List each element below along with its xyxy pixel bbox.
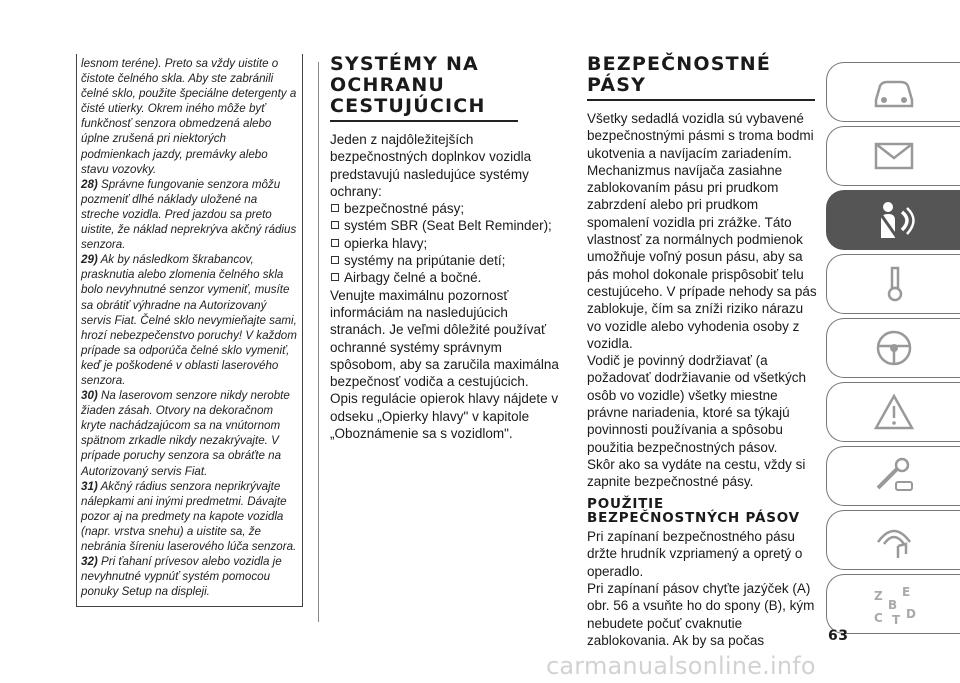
media-icon xyxy=(868,518,920,562)
section-body xyxy=(587,110,819,649)
chapter-tabs xyxy=(826,62,960,638)
body-paragraph: Mechanizmus navíjača zasiahne zablokovaním pásu pri prudkom zabrzdení alebo pri prudkom spomalení vozidla pri zrážke. Táto vlastnosť za normálnych podmienok umožňuje voľný posun pásu, aby sa pás mohol dokonale prispôsobiť telu cestujúceho. V prípade nehody sa pás zablokuje, čím sa zníži riziko nárazu vo vozidle alebo vyhodenia osoby z vozidla. xyxy=(587,162,817,351)
note-number: 32) xyxy=(81,555,98,569)
tab-multimedia[interactable] xyxy=(826,510,960,570)
note-30 xyxy=(81,388,298,479)
index-letter: C xyxy=(873,611,883,625)
section-body xyxy=(330,131,566,442)
warning-message-icon xyxy=(868,134,920,178)
list-item: systémy na pripútanie detí; xyxy=(330,252,566,269)
body-paragraph: Všetky sedadlá vozidla sú vybavené bezpečnostnými pásmi s troma bodmi ukotvenia a navíjacím zariadením. xyxy=(587,111,814,161)
note-text: Akčný rádius senzora neprikrývajte nálepkami ani inými predmetmi. Dávajte pozor aj na predmety na kapote vozidla (napr. vrstva snehu) a uistite sa, že nebránia šíreniu laserového lúča senzora. xyxy=(81,479,297,553)
tab-driving[interactable] xyxy=(826,318,960,378)
list-item: opierka hlavy; xyxy=(330,235,566,252)
middle-column xyxy=(330,54,566,442)
note-number: 31) xyxy=(81,479,98,493)
section-heading-seat-belts: BEZPEČNOSTNÉ PÁSY xyxy=(587,54,815,101)
note-number: 30) xyxy=(81,389,98,403)
watermark: carmanualsonline.info xyxy=(546,652,816,680)
notes-box xyxy=(76,54,303,607)
body-paragraph: Vodič je povinný dodržiavať (a požadovať dodržiavanie od všetkých osôb vo vozidle) všetky miestne právne nariadenia, ktoré sa týkajú povinnosti používania a spôsobu použitia bezpečnostných pásov. xyxy=(587,353,806,455)
tab-warnings[interactable] xyxy=(826,126,960,186)
tab-emergency[interactable] xyxy=(826,382,960,442)
index-letter: Z xyxy=(873,589,883,603)
note-continuation: lesnom teréne). Preto sa vždy uistite o čistote čelného skla. Aby ste zabránili čelné sklo, použite špeciálne detergenty a čisté utierky. Okrem iného môže byť funkčnosť senzora obmedzená alebo úplne zrušená pri niektorých podmienkach jazdy, premávky alebo stavu vozovky. xyxy=(81,57,297,176)
note-29 xyxy=(81,252,298,388)
body-paragraph: Pri zapínaní pásov chyťte jazýček (A) obr. 56 a vsuňte ho do spony (B), kým nebudete počuť cvaknutie zablokovania. Ak by sa počas xyxy=(587,581,815,648)
note-number: 28) xyxy=(81,177,98,191)
section-heading-occupant-protection: SYSTÉMY NA OCHRANU CESTUJÚCICH xyxy=(330,54,518,122)
page-number: 63 xyxy=(828,628,849,644)
body-paragraph: Venujte maximálnu pozornosť informáciám na nasledujúcich stranách. Je veľmi dôležité používať ochranné systémy správnym spôsobom, aby sa zaručila maximálna bezpečnosť vodiča a cestujúcich. xyxy=(330,287,559,390)
protection-systems-list xyxy=(330,200,566,286)
body-paragraph: Skôr ako sa vydáte na cestu, vždy si zapnite bezpečnostné pásy. xyxy=(587,456,806,490)
list-item: bezpečnostné pásy; xyxy=(330,200,566,217)
right-column xyxy=(587,54,819,649)
tab-index[interactable] xyxy=(826,574,960,634)
note-text: Ak by následkom škrabancov, prasknutia alebo zlomenia čelného skla bolo nevyhnutné senzor vymeniť, musíte sa obrátiť výhradne na Autorizovaný servis Fiat. Čelné sklo nevymieňajte sami, hrozí nebezpečenstvo poruchy! V každom prípade sa odporúča čelné sklo vymeniť, keď je poškodené v oblasti laserového senzora. xyxy=(81,253,297,387)
index-letter: T xyxy=(891,613,900,626)
note-text: Správne fungovanie senzora môžu pozmeniť dlhé náklady uložené na streche vozidla. Pred jazdou sa preto uistite, že náklad neprekrýva akčný rádius senzora. xyxy=(81,177,297,252)
body-paragraph: Pri zapínaní bezpečnostného pásu držte hrudník vzpriamený a opretý o operadlo. xyxy=(587,529,803,579)
index-letter: E xyxy=(901,585,910,599)
list-item: Airbagy čelné a bočné. xyxy=(330,269,566,286)
steering-wheel-icon xyxy=(868,326,920,370)
note-text: Pri ťahaní prívesov alebo vozidla je nevyhnutné vypnúť systém pomocou ponuky Setup na displeji. xyxy=(81,555,282,599)
note-32 xyxy=(81,554,298,599)
note-number: 29) xyxy=(81,253,98,267)
road-warning-icon xyxy=(868,390,920,434)
tab-maintenance[interactable] xyxy=(826,446,960,506)
tab-safety[interactable] xyxy=(826,190,960,250)
car-dashboard-icon xyxy=(868,70,920,114)
intro-paragraph: Jeden z najdôležitejších bezpečnostných doplnkov vozidla predstavujú nasledujúce systémy ochrany: xyxy=(330,132,532,199)
tab-starting[interactable] xyxy=(826,254,960,314)
index-letter: B xyxy=(887,598,897,612)
wrench-car-icon xyxy=(868,454,920,498)
note-28 xyxy=(81,177,298,252)
body-paragraph: Opis regulácie opierok hlavy nájdete v odseku „Opierky hlavy" v kapitole „Oboznámenie sa s vozidlom". xyxy=(330,391,559,442)
index-letter: D xyxy=(905,607,916,621)
left-column xyxy=(76,54,303,607)
key-icon xyxy=(868,262,920,306)
subsection-heading: POUŽITIE BEZPEČNOSTNÝCH PÁSOV xyxy=(587,495,800,527)
seatbelt-airbag-icon xyxy=(868,198,920,242)
note-31 xyxy=(81,479,298,554)
tab-dashboard[interactable] xyxy=(826,62,960,122)
index-icon xyxy=(868,582,920,626)
column-divider xyxy=(318,62,319,622)
list-item: systém SBR (Seat Belt Reminder); xyxy=(330,217,566,234)
note-text: Na laserovom senzore nikdy nerobte žiaden zásah. Otvory na dekoračnom kryte nachádzajúcom sa na vnútornom spätnom zrkadle nikdy nezakrývajte. V prípade poruchy senzora sa obráťte na Autorizovaný servis Fiat. xyxy=(81,389,290,478)
